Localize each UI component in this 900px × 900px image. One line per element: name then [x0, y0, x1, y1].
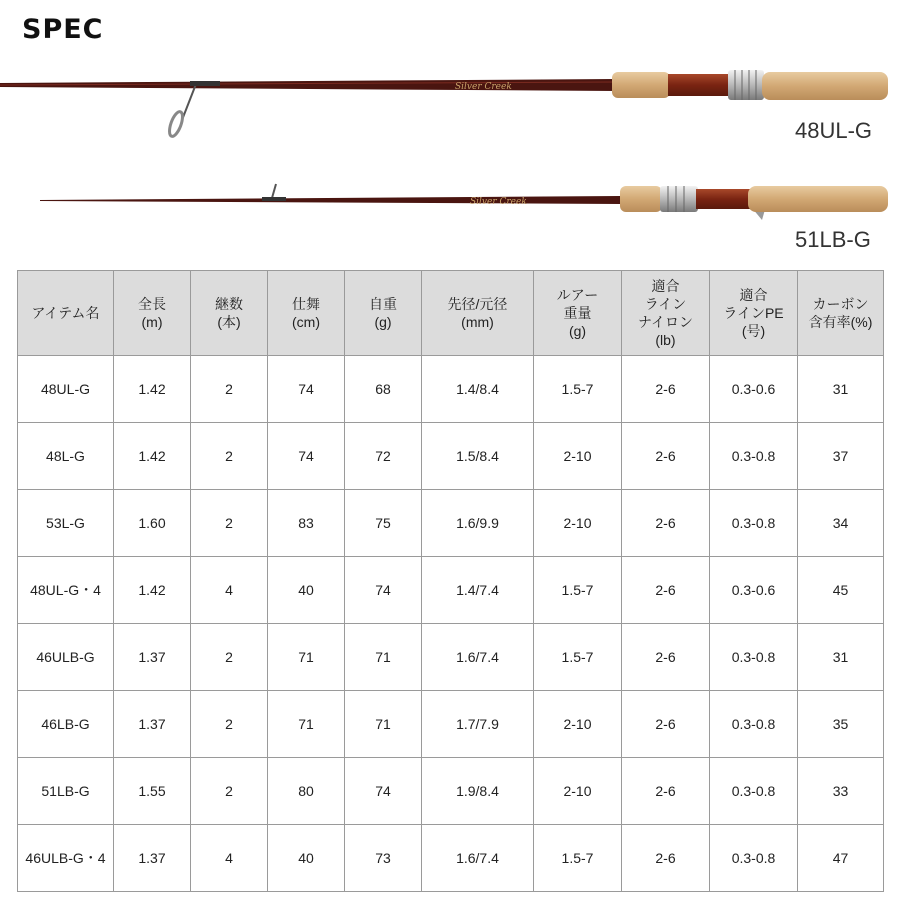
- table-cell: 2-10: [534, 691, 622, 758]
- table-cell: 71: [345, 624, 422, 691]
- table-row: [18, 758, 884, 825]
- item-name-cell: 53L-G: [18, 490, 114, 557]
- item-name-cell: 46ULB-G・4: [18, 825, 114, 892]
- table-row: [18, 691, 884, 758]
- rear-grip-cork: [762, 72, 888, 100]
- table-cell: 83: [268, 490, 345, 557]
- table-cell: 1.37: [114, 825, 191, 892]
- table-row: [18, 423, 884, 490]
- table-cell: 1.37: [114, 691, 191, 758]
- reel-seat-wood: [696, 189, 750, 209]
- column-header: 先径/元径 (mm): [422, 271, 534, 356]
- table-cell: 0.3-0.8: [710, 691, 798, 758]
- column-header: ルアー 重量 (g): [534, 271, 622, 356]
- table-cell: 1.60: [114, 490, 191, 557]
- table-cell: 1.5-7: [534, 356, 622, 423]
- table-cell: 2-6: [622, 356, 710, 423]
- table-cell: 1.42: [114, 356, 191, 423]
- table-cell: 0.3-0.6: [710, 356, 798, 423]
- column-header: アイテム名: [18, 271, 114, 356]
- rod-label-51lb-g: 51LB-G: [795, 227, 871, 252]
- column-header: 仕舞 (cm): [268, 271, 345, 356]
- table-cell: 2: [191, 758, 268, 825]
- table-cell: 4: [191, 825, 268, 892]
- item-name-cell: 48L-G: [18, 423, 114, 490]
- table-cell: 1.5-7: [534, 624, 622, 691]
- table-cell: 1.5/8.4: [422, 423, 534, 490]
- table-cell: 45: [798, 557, 884, 624]
- foregrip-cork: [612, 72, 670, 98]
- table-cell: 75: [345, 490, 422, 557]
- table-cell: 34: [798, 490, 884, 557]
- table-row: [18, 356, 884, 423]
- table-cell: 71: [345, 691, 422, 758]
- column-header: カーボン 含有率(%): [798, 271, 884, 356]
- table-row: [18, 490, 884, 557]
- rear-grip-cork: [748, 186, 888, 212]
- table-cell: 0.3-0.6: [710, 557, 798, 624]
- table-cell: 31: [798, 356, 884, 423]
- table-cell: 1.5-7: [534, 557, 622, 624]
- table-cell: 2: [191, 624, 268, 691]
- table-cell: 1.42: [114, 423, 191, 490]
- table-cell: 1.6/7.4: [422, 624, 534, 691]
- table-cell: 1.37: [114, 624, 191, 691]
- table-cell: 1.6/7.4: [422, 825, 534, 892]
- table-cell: 0.3-0.8: [710, 825, 798, 892]
- page-title: SPEC: [22, 14, 104, 45]
- table-cell: 2-6: [622, 423, 710, 490]
- table-cell: 2: [191, 423, 268, 490]
- column-header: 適合 ラインPE (号): [710, 271, 798, 356]
- table-cell: 33: [798, 758, 884, 825]
- table-cell: 72: [345, 423, 422, 490]
- brand-script: Silver Creek: [455, 82, 512, 92]
- table-cell: 37: [798, 423, 884, 490]
- rod-image-51lb-g: [0, 178, 900, 228]
- foregrip-cork: [620, 186, 662, 212]
- column-header: 継数 (本): [191, 271, 268, 356]
- table-header-row: [18, 271, 884, 356]
- column-header: 全長 (m): [114, 271, 191, 356]
- table-cell: 1.6/9.9: [422, 490, 534, 557]
- table-cell: 74: [345, 758, 422, 825]
- rod-image-48ul-g: [0, 62, 900, 147]
- item-name-cell: 46LB-G: [18, 691, 114, 758]
- table-cell: 0.3-0.8: [710, 624, 798, 691]
- table-cell: 1.55: [114, 758, 191, 825]
- table-row: [18, 624, 884, 691]
- table-cell: 0.3-0.8: [710, 423, 798, 490]
- table-cell: 1.4/7.4: [422, 557, 534, 624]
- table-cell: 31: [798, 624, 884, 691]
- table-row: [18, 557, 884, 624]
- table-cell: 1.5-7: [534, 825, 622, 892]
- spec-table: [17, 270, 884, 892]
- table-cell: 1.4/8.4: [422, 356, 534, 423]
- table-cell: 47: [798, 825, 884, 892]
- guide-icon: [272, 184, 276, 198]
- table-cell: 1.9/8.4: [422, 758, 534, 825]
- guide-icon: [182, 84, 196, 120]
- column-header: 自重 (g): [345, 271, 422, 356]
- reel-seat-wood: [668, 74, 730, 96]
- table-cell: 4: [191, 557, 268, 624]
- table-cell: 2-6: [622, 490, 710, 557]
- rod-blank: [40, 196, 620, 204]
- table-cell: 2-10: [534, 423, 622, 490]
- item-name-cell: 48UL-G: [18, 356, 114, 423]
- table-cell: 74: [268, 356, 345, 423]
- table-cell: 0.3-0.8: [710, 490, 798, 557]
- table-cell: 2-6: [622, 557, 710, 624]
- table-cell: 71: [268, 624, 345, 691]
- rod-label-48ul-g: 48UL-G: [795, 118, 873, 143]
- table-cell: 74: [345, 557, 422, 624]
- table-cell: 0.3-0.8: [710, 758, 798, 825]
- brand-script: Silver Creek: [470, 197, 527, 207]
- table-cell: 1.7/7.9: [422, 691, 534, 758]
- table-cell: 2: [191, 691, 268, 758]
- table-cell: 80: [268, 758, 345, 825]
- table-cell: 2: [191, 490, 268, 557]
- table-cell: 2-6: [622, 758, 710, 825]
- table-cell: 68: [345, 356, 422, 423]
- table-cell: 2-6: [622, 691, 710, 758]
- table-cell: 2: [191, 356, 268, 423]
- item-name-cell: 46ULB-G: [18, 624, 114, 691]
- table-cell: 40: [268, 557, 345, 624]
- reel-seat-metal: [660, 186, 698, 212]
- table-cell: 74: [268, 423, 345, 490]
- column-header: 適合 ライン ナイロン (lb): [622, 271, 710, 356]
- reel-seat-metal: [728, 70, 764, 100]
- item-name-cell: 48UL-G・4: [18, 557, 114, 624]
- table-cell: 2-10: [534, 490, 622, 557]
- table-cell: 2-10: [534, 758, 622, 825]
- table-cell: 35: [798, 691, 884, 758]
- item-name-cell: 51LB-G: [18, 758, 114, 825]
- table-cell: 71: [268, 691, 345, 758]
- table-cell: 2-6: [622, 825, 710, 892]
- table-cell: 40: [268, 825, 345, 892]
- table-row: [18, 825, 884, 892]
- table-cell: 2-6: [622, 624, 710, 691]
- table-cell: 73: [345, 825, 422, 892]
- table-cell: 1.42: [114, 557, 191, 624]
